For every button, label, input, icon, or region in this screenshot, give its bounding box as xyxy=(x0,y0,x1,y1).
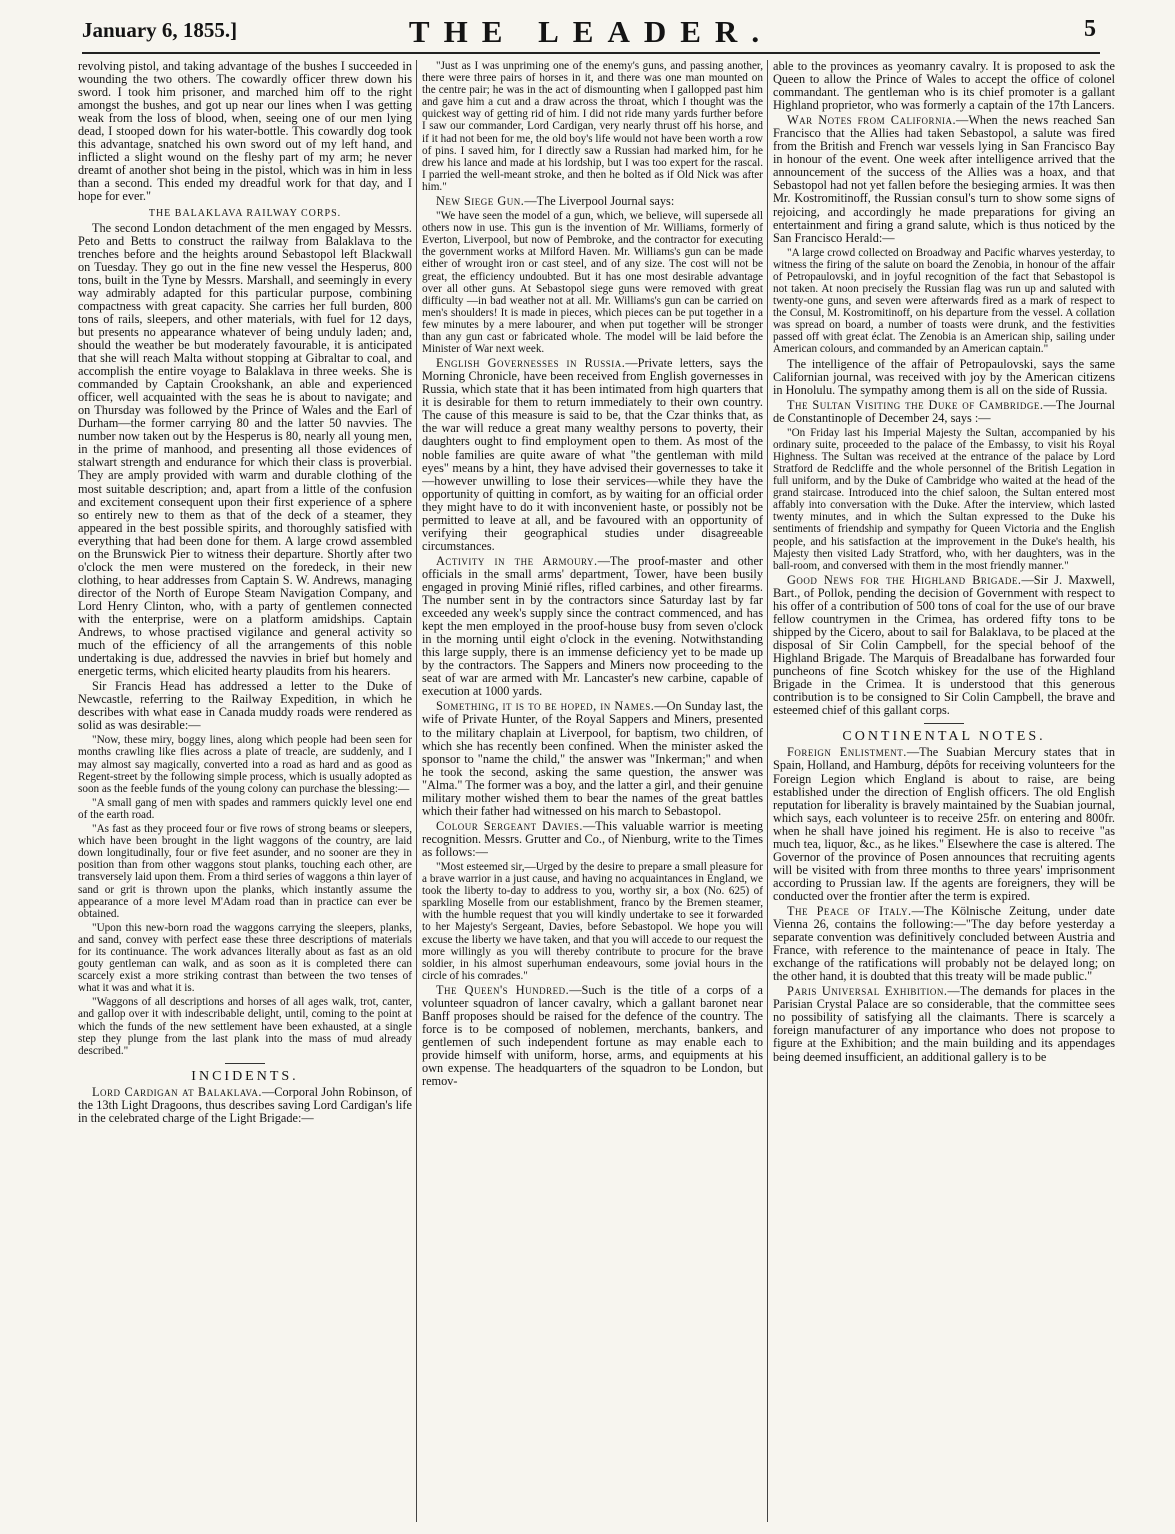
paragraph-text: "A small gang of men with spades and rammers quickly level one end of the earth road. xyxy=(78,796,412,821)
paragraph-text: —Sir J. Maxwell, Bart., of Pollok, pending the decision of Government with respect to his offer of a contribution of 500 tons of coal for the use of our brave fellow countrymen in the Crimea, has ordered fifty tons to be shipped by the Cicero, about to sail for Balaklava, to be placed at the disposal of Sir Colin Campbell, for the special behoof of the Highland Brigade. The Marquis of Breadalbane has forwarded four puncheons of fine Scotch whiskey for the use of the Highland Brigade in the Crimea. It is understood that this generous contribution is to be consigned to Sir Colin Campbell, the brave and esteemed chief of this gallant corps. xyxy=(773,572,1115,718)
article-paragraph xyxy=(422,357,763,553)
item-heading: English Governesses in Russia. xyxy=(436,356,626,371)
paragraph-text: —The Kölnische Zeitung, under date Vienna 26, contains the following:—"The day before yesterday a separate convention was definitively concluded between Austria and France, with reference to the maintenance of peace in Italy. The exchange of the ratifications will probably not be delayed long; on the other hand, it is doubted that this treaty will be made public." xyxy=(773,903,1115,984)
item-heading: The Peace of Italy. xyxy=(787,903,912,918)
paragraph-text: The intelligence of the affair of Petropaulovski, says the same Californian journal, was received with joy by the American citizens in Honolulu. The sympathy among them is all on the side of Russia. xyxy=(773,356,1115,397)
paragraph-text: The second London detachment of the men engaged by Messrs. Peto and Betts to construct the railway from Balaklava to the trenches before and the heights around Sebastopol left Blackwall on Tuesday. They go out in the fine new vessel the Hesperus, 800 tons, built in the Tyne by Messrs. Marshall, and seemingly in every way admirably adapted for this particular purpose, combining compactness with great capacity. She carries her full burden, 800 tons of rails, sleepers, and other materials, with fuel for 12 days, but presents no appearance whatever of being unduly laden; and, should the weather be but moderately favourable, it is anticipated that she will reach Malta without stopping at Gibraltar to coal, and accomplish the entire voyage to Balaklava in three weeks. She is commanded by Captain Crookshank, an able and experienced officer, well acquainted with the seas he is about to navigate; and on Thursday was followed by the Prince of Wales and the Earl of Durham—the former carrying 80 and the latter 50 navvies. The number now taken out by the Hesperus is 80, nearly all young men, in the prime of manhood, and presenting all those evidences of stalwart strength and endurance for which their class is proverbial. They are amply provided with warm and durable clothing of the most suitable description; and, apart from a little of the confusion and excitement consequent upon their first experience of a sphere so entirely new to them as that of the deck of a steamer, they appeared in the best possible spirits, and thoroughly satisfied with everything that had been done for them. A large crowd assembled on the Brunswick Pier to witness their departure. Shortly after two o'clock the men were mustered on the foredeck, in their new clothing, to hear addresses from Captain S. W. Andrews, managing director of the North of Europe Steam Navigation Company, and Lord Henry Clinton, who, with a party of gentlemen connected with the enterprise, were on a platform amidships. Captain Andrews, to whose practised vigilance and general activity so much of the efficiency of all the arrangements of this noble undertaking is due, addressed the navvies in brief but homely and energetic terms, which elicited hearty plaudits from his hearers. xyxy=(78,220,412,679)
item-heading: Paris Universal Exhibition. xyxy=(787,984,948,999)
article-paragraph xyxy=(773,746,1115,903)
paragraph-text: —On Sunday last, the wife of Private Hunter, of the Royal Sappers and Miners, presented to the military chaplain at Liverpool, for baptism, two children, of which she has recently been confined. When the minister asked the sponsor to "name the child," the answer was "Inkerman;" and when he took the second, asking the same question, the answer was "Alma." The former was a boy, and the latter a girl, and their genuine military mother wished them to bear the names of the great battles which their father had witnessed on his march to Sebastopol. xyxy=(422,699,763,818)
subheading: THE BALAKLAVA RAILWAY CORPS. xyxy=(148,207,342,219)
item-heading: The Sultan Visiting the Duke of Cambridge. xyxy=(787,397,1044,412)
quoted-paragraph xyxy=(773,247,1115,356)
paragraph-text: "We have seen the model of a gun, which, we believe, will supersede all others now in use. This gun is the invention of Mr. Williams, formerly of Everton, Liverpool, but now of Pembroke, and the contractor for executing the government works at Milford Haven. Mr. Williams's gun can be made either of wrought iron or cast steel, and of any size. The cost will not be great, the efficiency undoubted. But it has one most desirable advantage over all other guns. At Sebastopol siege guns were removed with great difficulty —in bad weather not at all. Mr. Williams's gun can be carried on men's shoulders! It is made in pieces, which pieces can be put together in a few minutes by a mere labourer, and when put together will be stronger than any gun cast or fabricated whole. The model will be laid before the Minister of War next week. xyxy=(422,210,763,356)
article-paragraph xyxy=(422,820,763,859)
article-paragraph xyxy=(422,700,763,817)
paragraph-text: —The Journal de Constantinople of December 24, says :— xyxy=(773,397,1115,425)
article-paragraph xyxy=(78,680,412,732)
paragraph-text: —The Liverpool Journal says: xyxy=(524,194,675,209)
paragraph-text: "Upon this new-born road the waggons carrying the sleepers, planks, and sand, convey with perfect ease these three descriptions of materials for its continuance. The work advances literally about as fast as an old gouty gentleman can walk, and as soon as it is completed there can scarcely exist a more striking contrast than between the two tenses of what it was and what it is. xyxy=(78,921,412,995)
item-heading: The Queen's Hundred. xyxy=(436,982,570,997)
item-heading: New Siege Gun. xyxy=(436,194,525,209)
paragraph-text: "As fast as they proceed four or five rows of strong beams or sleepers, which have been brought in the light waggons of the country, are laid down longitudinally, four or five feet asunder, and no sooner are they in position than from other waggons stout planks, touching each other, are transversely laid upon them. From a third series of waggons a thin layer of sand or grit is thrown upon the planks, which instantly assume the appearance of a more level M'Adam road than in practice can ever be obtained. xyxy=(78,823,412,920)
section-heading: INCIDENTS. xyxy=(191,1068,299,1084)
article-paragraph xyxy=(773,905,1115,983)
page-header xyxy=(82,14,1100,54)
article-paragraph xyxy=(422,984,763,1088)
item-heading: Foreign Enlistment. xyxy=(787,745,907,760)
paragraph-text: "Now, these miry, boggy lines, along which people had been seen for months crawling like flies across a plate of treacle, are suddenly, and I may almost say magically, converted into a road as hard and as good as Regent-street by the following simple process, which is usually adopted as soon as the feeble funds of the young colony can purchase the blessing:— xyxy=(78,734,412,795)
article-paragraph xyxy=(78,222,412,679)
column-left xyxy=(78,60,412,1525)
page-number: 5 xyxy=(1084,16,1096,42)
article-paragraph xyxy=(773,114,1115,244)
paragraph-text: —The Suabian Mercury states that in Spain, Holland, and Hamburg, dépôts for receiving volunteers for the Foreign Legion which England is about to raise, are being established under the direction of English officers. The old English reputation for liberality is bravely maintained by the Suabian journal, which says, each volunteer is to receive 25fr. on entering and 800fr. when he shall have joined his regiment. He is also to receive "as much tea, liquor, &c., as he likes." Elsewhere the case is altered. The Governor of the province of Posen announces that recruiting agents will be visited with from three months to three years' imprisonment according to Prussian law. If the agents are foreigners, they will be conducted over the frontier after the term is expired. xyxy=(773,745,1115,903)
column-rule xyxy=(416,60,417,1522)
quoted-paragraph xyxy=(422,60,763,193)
paragraph-text: Sir Francis Head has addressed a letter to the Duke of Newcastle, referring to the Railway Expedition, in which he describes with what ease in Canada muddy roads were rendered as solid as was desirable:— xyxy=(78,679,412,733)
quoted-paragraph xyxy=(773,427,1115,572)
paragraph-text: —When the news reached San Francisco that the Allies had taken Sebastopol, a salute was fired from the British and French war vessels lying in San Francisco Bay in honour of the event. One week after intelligence arrived that the announcement of the success of the Allies was a hoax, and that Sebastopol had not yet fallen before the besieging armies. It was then Mr. Kostromitinoff, the Russian consul's turn to show some signs of rejoicing, and accordingly he made preparations for giving an entertainment and firing a grand salute, which is thus noticed by the San Francisco Herald:— xyxy=(773,113,1115,245)
quoted-paragraph xyxy=(78,922,412,995)
masthead-title: THE LEADER. xyxy=(408,14,774,49)
quoted-paragraph xyxy=(78,797,412,821)
paragraph-text: —This valuable warrior is meeting recognition. Messrs. Grutter and Co., of Nienburg, write to the Times as follows:— xyxy=(422,818,763,859)
issue-date: January 6, 1855.] xyxy=(82,18,238,42)
paragraph-text: —Private letters, says the Morning Chronicle, have been received from English governesses in Russia, which state that it has been intimated from high quarters that it is desirable for them to return immediately to their own country. The cause of this measure is said to be, that the Czar thinks that, as the war will reduce a great many wealthy persons to poverty, their daughters ought to find employment open to them. As most of the noble families are quite aware of what "the gentleman with mild eyes" means by a hint, they have advised their governesses to take it—however unwilling to lose their services—while they have the opportunity of quitting in comfort, as by waiting for an official order they might have to do it with inconvenient haste, or possibly not be permitted to leave at all, and be favoured with an opportunity of verifying their geographical studies under disagreeable circumstances. xyxy=(422,356,763,553)
quoted-paragraph xyxy=(422,861,763,982)
column-right xyxy=(773,60,1115,1525)
article-paragraph xyxy=(773,358,1115,397)
paragraph-text: —The proof-master and other officials in the small arms' department, Tower, have been busily engaged in proving Minié rifles, rifled carbines, and other firearms. The number sent in by the contractors since Saturday last by far exceeded any week's supply since the contract commenced, and has kept the men employed in the proof-house busy from seven o'clock in the morning until eight o'clock in the evening. Notwithstanding this large supply, there is an immense deficiency yet to be made up by the contractors. The Sappers and Miners now proceeding to the seat of war are armed with Mr. Lancaster's new carbine, capable of execution at 1000 yards. xyxy=(422,553,763,699)
paragraph-text: —The demands for places in the Parisian Crystal Palace are so considerable, that the committee sees no possibility of satisfying all the claimants. There is scarcely a foreign manufacturer of any importance who does not propose to figure at the Exhibition; and the main building and its appendages being deemed insufficient, an additional gallery is to be xyxy=(773,984,1115,1064)
item-heading: Something, it is to be hoped, in Names. xyxy=(436,699,655,714)
item-heading: Activity in the Armoury. xyxy=(436,553,598,568)
paragraph-text: "On Friday last his Imperial Majesty the Sultan, accompanied by his ordinary suite, proceeded to the palace of the Embassy, to visit his Royal Highness. The Sultan was received at the entrance of the palace by Lord Stratford de Redcliffe and the whole personnel of the British Legation in full uniform, and by the Duke of Cambridge who waited at the head of the grand staircase. Introduced into the chief saloon, the Sultan entered most affably into conversation with the Duke. After the interview, which lasted twenty minutes, and in which the Sultan expressed to the Duke his sentiments of friendship and sympathy for Queen Victoria and the English people, and his satisfaction at the improvement in the Duke's health, his Majesty then visited Lady Stratford, who, with her daughters, was in the ball-room, and conversed with them in the most friendly manner." xyxy=(773,426,1115,572)
item-heading: War Notes from California. xyxy=(787,113,957,128)
column-middle xyxy=(422,60,763,1525)
quoted-paragraph xyxy=(78,823,412,920)
paragraph-text: able to the provinces as yeomanry cavalry. It is proposed to ask the Queen to allow the Prince of Wales to accept the office of colonel commandant. The gentleman who is its chief promoter is a gallant Highland proprietor, who was formerly a captain of the 17th Lancers. xyxy=(773,60,1115,113)
article-paragraph xyxy=(773,60,1115,112)
section-heading: CONTINENTAL NOTES. xyxy=(842,729,1046,745)
article-paragraph xyxy=(773,574,1115,718)
article-paragraph xyxy=(78,60,412,204)
quoted-paragraph xyxy=(422,210,763,355)
article-paragraph xyxy=(422,195,763,208)
paragraph-text: "Most esteemed sir,—Urged by the desire to prepare a small pleasure for a brave warrior in a just cause, and having no acquaintances in England, we took the liberty to-day to address to you, worthy sir, a box (No. 625) of sparkling Moselle from our establishment, franco by the Bremen steamer, with the humble request that you will kindly undertake to see it forwarded to her Majesty's Sergeant, Davies, before Sebastopol. We hope you will excuse the liberty we have taken, and that you will accede to our request the more willingly as you will thereby contribute to procure for the brave soldier, in his almost superhuman endeavours, some jovial hours in the circle of his comrades." xyxy=(422,860,763,982)
item-heading: Colour Sergeant Davies. xyxy=(436,818,583,833)
quoted-paragraph xyxy=(78,996,412,1056)
paragraph-text: revolving pistol, and taking advantage of the bushes I succeeded in wounding the two others. The cowardly officer threw down his sword. I took him prisoner, and marched him off to the right amongst the bushes, and got up near our lines when I was getting weak from the loss of blood, when, seeing one of our men lying dead, I stooped down for his water-bottle. This cowardly dog took this advantage, snatched his own sword out of my left hand, and inflicted a slight wound on the fleshy part of my arm; he never dreamt of another shot being in the pistol, which was in him in less than a second. This ended my dreadful work for that day, and I hope for ever." xyxy=(78,60,412,204)
paragraph-text: "Just as I was unpriming one of the enemy's guns, and passing another, there were three pairs of horses in it, and there was one man mounted on the centre pair; he was in the act of dismounting when I gallopped past him and gave him a cut and a draw across the throat, which I thought was the quickest way of getting rid of him. I did not ride many yards further before I saw our commander, Lord Cardigan, very nearly thrust off his horse, and if it had not been for me, the old boy's life would not have been worth a row of pins. I saved him, for I directly saw a Russian had marked him, for he drew his lance and made at his lordship, but I was too expert for the rascal. I parried the well-meant stroke, and then he bolted as if Old Nick was after him." xyxy=(422,60,763,193)
paragraph-text: —Corporal John Robinson, of the 13th Light Dragoons, thus describes saving Lord Cardigan's life in the celebrated charge of the Light Brigade:— xyxy=(78,1084,412,1125)
quoted-paragraph xyxy=(78,734,412,794)
article-paragraph xyxy=(422,555,763,699)
column-rule xyxy=(767,60,768,1522)
item-heading: Good News for the Highland Brigade. xyxy=(787,572,1022,587)
paragraph-text: "A large crowd collected on Broadway and Pacific wharves yesterday, to witness the firing of the salute on board the Zenobia, in honour of the affair of Petropaulovski, and in joyful recognition of the fact that Sebastopol is not taken. At noon precisely the Russian flag was run up and saluted with twenty-one guns, and seven were afterwards fired as a mark of respect to the Consul, M. Kostromitinoff, on his departure from the vessel. A collation was spread on board, a number of toasts were drunk, and the festivities passed off with great éclat. The Zenobia is an American ship, sailing under American colours, and commanded by an American captain." xyxy=(773,246,1115,356)
article-paragraph xyxy=(773,985,1115,1063)
paragraph-text: "Waggons of all descriptions and horses of all ages walk, trot, canter, and gallop over it with indescribable delight, until, coming to the point at which the funds of the new settlement have been exhausted, at a single step they plunge from the last plank into the mass of mud already described." xyxy=(78,996,412,1057)
article-paragraph xyxy=(773,399,1115,425)
item-heading: Lord Cardigan at Balaklava. xyxy=(92,1084,262,1099)
article-paragraph xyxy=(78,1086,412,1125)
section-divider xyxy=(924,723,964,724)
paragraph-text: —Such is the title of a corps of a volunteer squadron of lancer cavalry, which a gallant baronet near Banff proposes should be raised for the defence of the country. The force is to be composed of noblemen, merchants, bankers, and gentlemen of such independent fortune as may enable each to provide himself with uniform, horse, arms, and equipments at his own expense. The headquarters of the squadron to be London, but remov- xyxy=(422,982,763,1089)
section-divider xyxy=(225,1063,265,1064)
